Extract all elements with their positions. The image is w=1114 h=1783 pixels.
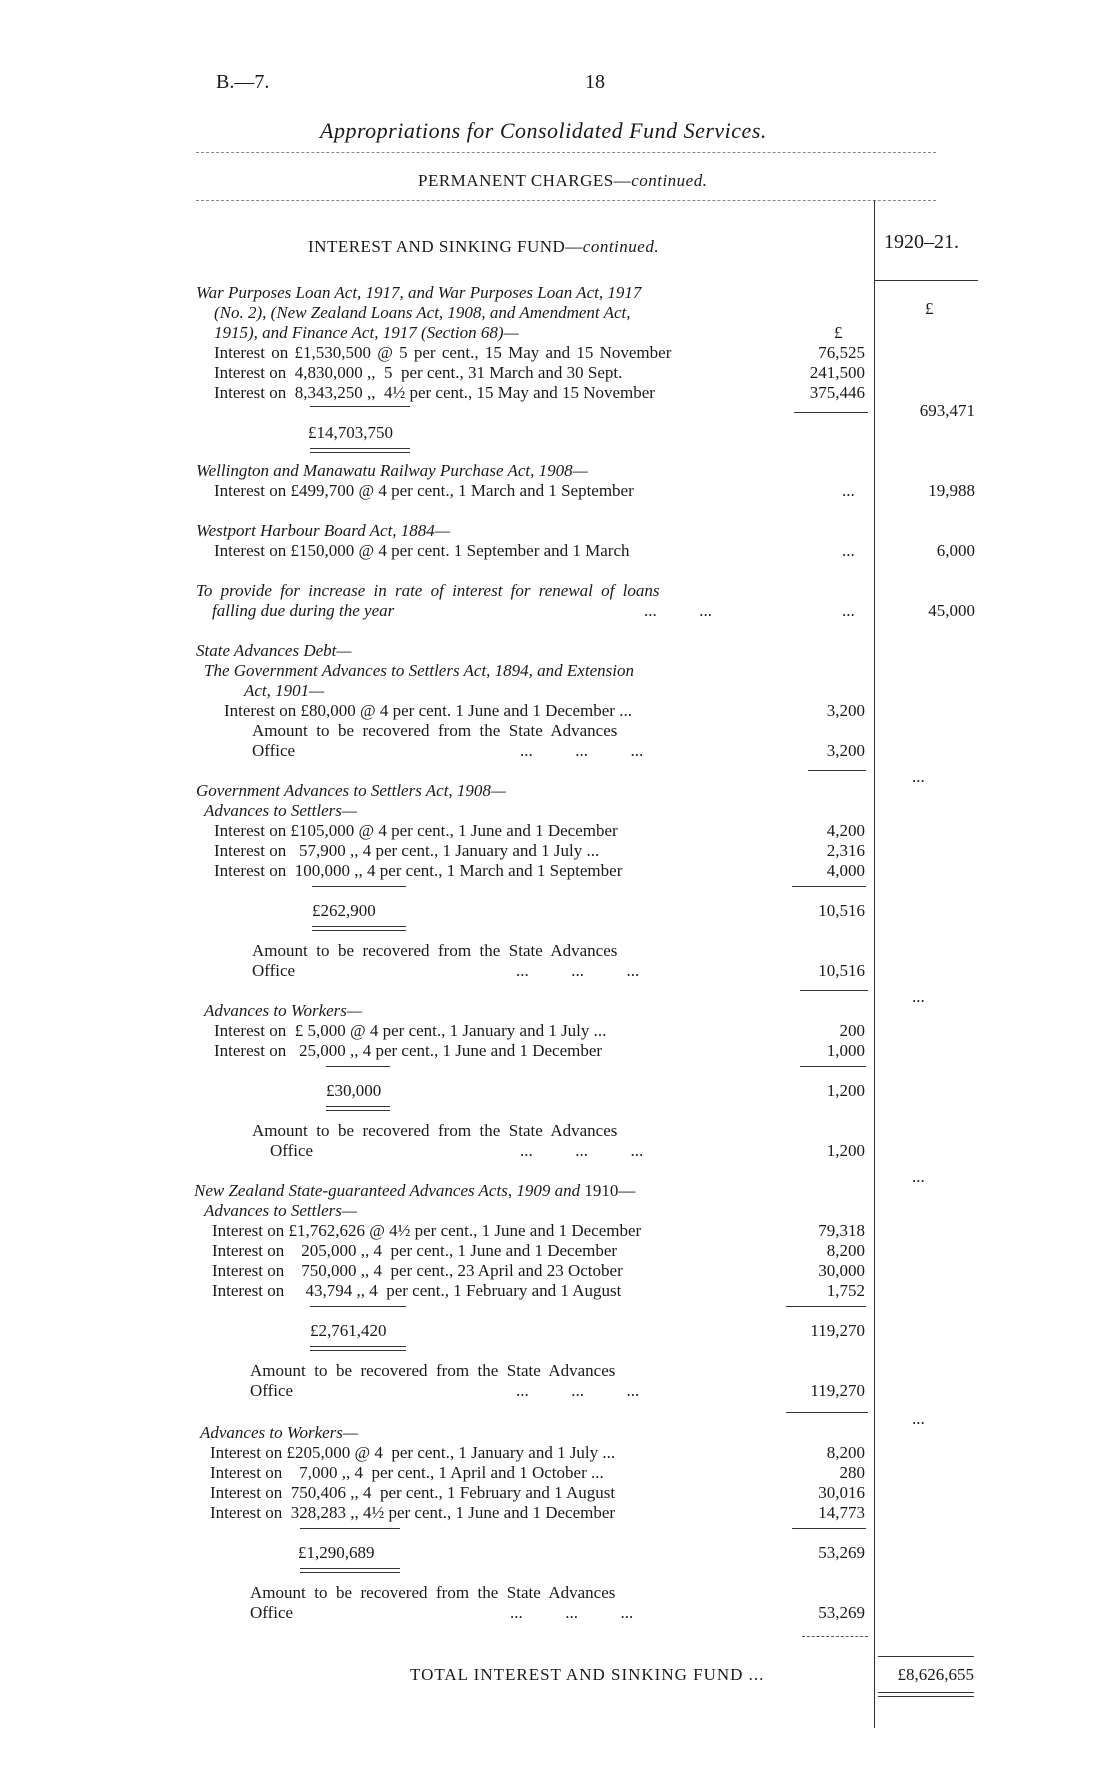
nz-workers-amount-1: 8,200 [826, 1443, 865, 1462]
nz-workers-recovered-line2: Office [250, 1603, 294, 1622]
subtitle-continued: continued. [631, 171, 708, 190]
nz-workers-row-3: Interest on 750,406 ,, 4 per cent., 1 February and 1 August [210, 1483, 616, 1502]
war-interest-row-1: Interest on £1,530,500 @ 5 per cent., 15 May and 15 November [214, 343, 672, 362]
nz-workers-recovered-rule [802, 1636, 868, 1637]
grand-total-value: £8,626,655 [897, 1665, 974, 1684]
nz-settlers-row-1: Interest on £1,762,626 @ 4½ per cent., 1 June and 1 December [212, 1221, 642, 1240]
nz-act-title-main: New Zealand State-guaranteed Advances Acts, 1909 [194, 1181, 555, 1200]
nz-settlers-recovered-amount: 119,270 [810, 1381, 865, 1400]
gov1908-workers-amount-1: 200 [839, 1021, 865, 1040]
grand-total-top-rule [878, 1656, 974, 1657]
nz-workers-double-rule [300, 1568, 400, 1573]
gov1908-settlers-recovered-rule [800, 990, 868, 991]
gov1908-settlers-recovered-line2: Office [252, 961, 296, 980]
war-year-total: 693,471 [919, 401, 975, 420]
war-principal-total: £14,703,750 [308, 423, 393, 442]
provide-dots-end: ... [842, 601, 855, 620]
gov1908-workers-subtotal: 1,200 [826, 1081, 865, 1100]
war-act-title-line2: (No. 2), (New Zealand Loans Act, 1908, and Amendment Act, [214, 303, 631, 322]
nz-settlers-subtotal: 119,270 [810, 1321, 865, 1340]
gov1908-settlers-row-1: Interest on £105,000 @ 4 per cent., 1 June and 1 December [214, 821, 618, 840]
westport-dots: ... [842, 541, 855, 560]
gov1908-workers-recovered-line2: Office [270, 1141, 314, 1160]
year-pound-sign: £ [925, 299, 934, 318]
nz-workers-row-2: Interest on 7,000 ,, 4 per cent., 1 April and 1 October ... [210, 1463, 604, 1482]
war-interest-row-2: Interest on 4,830,000 ,, 5 per cent., 31 March and 30 Sept. [214, 363, 623, 382]
gov1908-workers-recovered-dots: ... ... ... [520, 1141, 644, 1160]
nz-settlers-year-total: ... [912, 1409, 925, 1428]
war-interest-amount-2: 241,500 [809, 363, 865, 382]
westport-year-total: 6,000 [936, 541, 975, 560]
nz-settlers-row-2: Interest on 205,000 ,, 4 per cent., 1 June and 1 December [212, 1241, 618, 1260]
gov1908-settlers-amount-1: 4,200 [826, 821, 865, 840]
nz-act-title-year: 1910— [580, 1181, 636, 1200]
war-interest-amount-3: 375,446 [809, 383, 865, 402]
grand-total-label: TOTAL INTEREST AND SINKING FUND ... [410, 1665, 765, 1684]
westport-act-title: Westport Harbour Board Act, 1884— [196, 521, 450, 540]
page-number: 18 [585, 71, 605, 93]
gov1908-workers-amount-rule [800, 1066, 866, 1067]
nz-workers-recovered-line1: Amount to be recovered from the State Advances [250, 1583, 616, 1602]
nz-settlers-total-rule [310, 1306, 406, 1307]
state-advances-act-line1: The Government Advances to Settlers Act, 1894, and Extension [204, 661, 634, 680]
provide-dots: ... ... [644, 601, 712, 620]
gov1908-settlers-total-rule [312, 886, 406, 887]
page-title: Appropriations for Consolidated Fund Services. [320, 118, 767, 143]
gov1908-workers-double-rule [326, 1106, 390, 1111]
subtitle [418, 172, 707, 189]
nz-act-title-and: and [554, 1181, 581, 1200]
header-rule [196, 200, 936, 201]
nz-settlers-amount-3: 30,000 [818, 1261, 865, 1280]
state-advances-recovered-line1: Amount to be recovered from the State Advances [252, 721, 618, 740]
nz-workers-amount-2: 280 [839, 1463, 865, 1482]
nz-workers-amount-rule [792, 1528, 866, 1529]
state-advances-interest-amount: 3,200 [826, 701, 865, 720]
nz-settlers-principal-total: £2,761,420 [310, 1321, 387, 1340]
gov1908-settlers-recovered-line1: Amount to be recovered from the State Advances [252, 941, 618, 960]
gov1908-workers-year-total: ... [912, 1167, 925, 1186]
nz-workers-amount-3: 30,016 [818, 1483, 865, 1502]
nz-settlers-recovered-dots: ... ... ... [516, 1381, 640, 1400]
state-advances-recovered-line2: Office [252, 741, 296, 760]
provide-line1: To provide for increase in rate of interest for renewal of loans [196, 581, 660, 600]
nz-workers-recovered-amount: 53,269 [818, 1603, 865, 1622]
gov1908-settlers-double-rule [312, 926, 406, 931]
war-act-title-line1: War Purposes Loan Act, 1917, and War Purposes Loan Act, 1917 [196, 283, 642, 302]
section-heading-text: INTEREST AND SINKING FUND— [308, 237, 583, 256]
nz-settlers-recovered-line1: Amount to be recovered from the State Advances [250, 1361, 616, 1380]
gov1908-settlers-subtotal: 10,516 [818, 901, 865, 920]
document-reference: B.—7. [216, 71, 270, 93]
section-heading [308, 238, 659, 255]
war-act-title-line3: 1915), and Finance Act, 1917 (Section 68)— [214, 323, 519, 342]
gov1908-settlers-heading: Advances to Settlers— [204, 801, 357, 820]
wellington-act-title: Wellington and Manawatu Railway Purchase Act, 1908— [196, 461, 588, 480]
wellington-interest: Interest on £499,700 @ 4 per cent., 1 March and 1 September [214, 481, 634, 500]
nz-settlers-amount-2: 8,200 [826, 1241, 865, 1260]
nz-workers-row-1: Interest on £205,000 @ 4 per cent., 1 January and 1 July ... [210, 1443, 616, 1462]
nz-workers-amount-4: 14,773 [818, 1503, 865, 1522]
section-continued: continued. [582, 237, 660, 256]
column-divider [874, 200, 875, 1728]
gov1908-workers-heading: Advances to Workers— [204, 1001, 363, 1020]
nz-workers-principal-total: £1,290,689 [298, 1543, 375, 1562]
nz-settlers-amount-rule [786, 1306, 866, 1307]
subtitle-text: PERMANENT CHARGES— [418, 171, 632, 190]
column-year-header: 1920–21. [884, 231, 959, 253]
gov1908-settlers-row-3: Interest on 100,000 ,, 4 per cent., 1 March and 1 September [214, 861, 623, 880]
gov1908-workers-recovered-amount: 1,200 [826, 1141, 865, 1160]
provide-line2: falling due during the year [212, 601, 395, 620]
gov1908-settlers-recovered-dots: ... ... ... [516, 961, 640, 980]
nz-settlers-amount-1: 79,318 [818, 1221, 865, 1240]
nz-workers-heading: Advances to Workers— [200, 1423, 359, 1442]
state-advances-recovered-dots: ... ... ... [520, 741, 644, 760]
nz-workers-recovered-dots: ... ... ... [510, 1603, 634, 1622]
nz-settlers-double-rule [310, 1346, 406, 1351]
nz-workers-subtotal: 53,269 [818, 1543, 865, 1562]
gov1908-title: Government Advances to Settlers Act, 1908— [196, 781, 507, 800]
title-rule [196, 152, 936, 153]
nz-settlers-amount-4: 1,752 [826, 1281, 865, 1300]
nz-settlers-row-4: Interest on 43,794 ,, 4 per cent., 1 February and 1 August [212, 1281, 622, 1300]
nz-settlers-row-3: Interest on 750,000 ,, 4 per cent., 23 April and 23 October [212, 1261, 623, 1280]
war-total-double-rule [310, 448, 410, 453]
nz-settlers-heading: Advances to Settlers— [204, 1201, 357, 1220]
gov1908-settlers-recovered-amount: 10,516 [818, 961, 865, 980]
amount-pound-sign: £ [834, 323, 843, 342]
grand-total-double-rule [878, 1692, 974, 1697]
westport-interest: Interest on £150,000 @ 4 per cent. 1 September and 1 March [214, 541, 630, 560]
war-total-rule [310, 406, 410, 407]
gov1908-settlers-principal-total: £262,900 [312, 901, 376, 920]
nz-workers-row-4: Interest on 328,283 ,, 4½ per cent., 1 June and 1 December [210, 1503, 616, 1522]
gov1908-settlers-row-2: Interest on 57,900 ,, 4 per cent., 1 January and 1 July ... [214, 841, 600, 860]
gov1908-settlers-amount-3: 4,000 [826, 861, 865, 880]
nz-settlers-recovered-rule [786, 1412, 868, 1413]
war-amount-rule [794, 412, 868, 413]
gov1908-workers-row-1: Interest on £ 5,000 @ 4 per cent., 1 January and 1 July ... [214, 1021, 607, 1040]
war-interest-row-3: Interest on 8,343,250 ,, 4½ per cent., 15 May and 15 November [214, 383, 655, 402]
nz-act-title [194, 1182, 635, 1199]
state-advances-interest: Interest on £80,000 @ 4 per cent. 1 June and 1 December ... [224, 701, 632, 720]
provide-year-total: 45,000 [928, 601, 975, 620]
state-advances-title: State Advances Debt— [196, 641, 352, 660]
gov1908-workers-total-rule [326, 1066, 390, 1067]
gov1908-workers-amount-2: 1,000 [826, 1041, 865, 1060]
wellington-year-total: 19,988 [928, 481, 975, 500]
state-advances-year-total: ... [912, 767, 925, 786]
gov1908-workers-row-2: Interest on 25,000 ,, 4 per cent., 1 June and 1 December [214, 1041, 603, 1060]
gov1908-settlers-amount-2: 2,316 [826, 841, 865, 860]
nz-settlers-recovered-line2: Office [250, 1381, 294, 1400]
state-advances-rule [808, 770, 866, 771]
wellington-dots: ... [842, 481, 855, 500]
war-interest-amount-1: 76,525 [818, 343, 865, 362]
nz-workers-total-rule [300, 1528, 400, 1529]
gov1908-settlers-year-total: ... [912, 987, 925, 1006]
gov1908-settlers-amount-rule [792, 886, 866, 887]
year-header-rule [875, 280, 978, 281]
state-advances-recovered-amount: 3,200 [826, 741, 865, 760]
gov1908-workers-recovered-line1: Amount to be recovered from the State Advances [252, 1121, 618, 1140]
gov1908-workers-principal-total: £30,000 [326, 1081, 382, 1100]
state-advances-act-line2: Act, 1901— [244, 681, 325, 700]
